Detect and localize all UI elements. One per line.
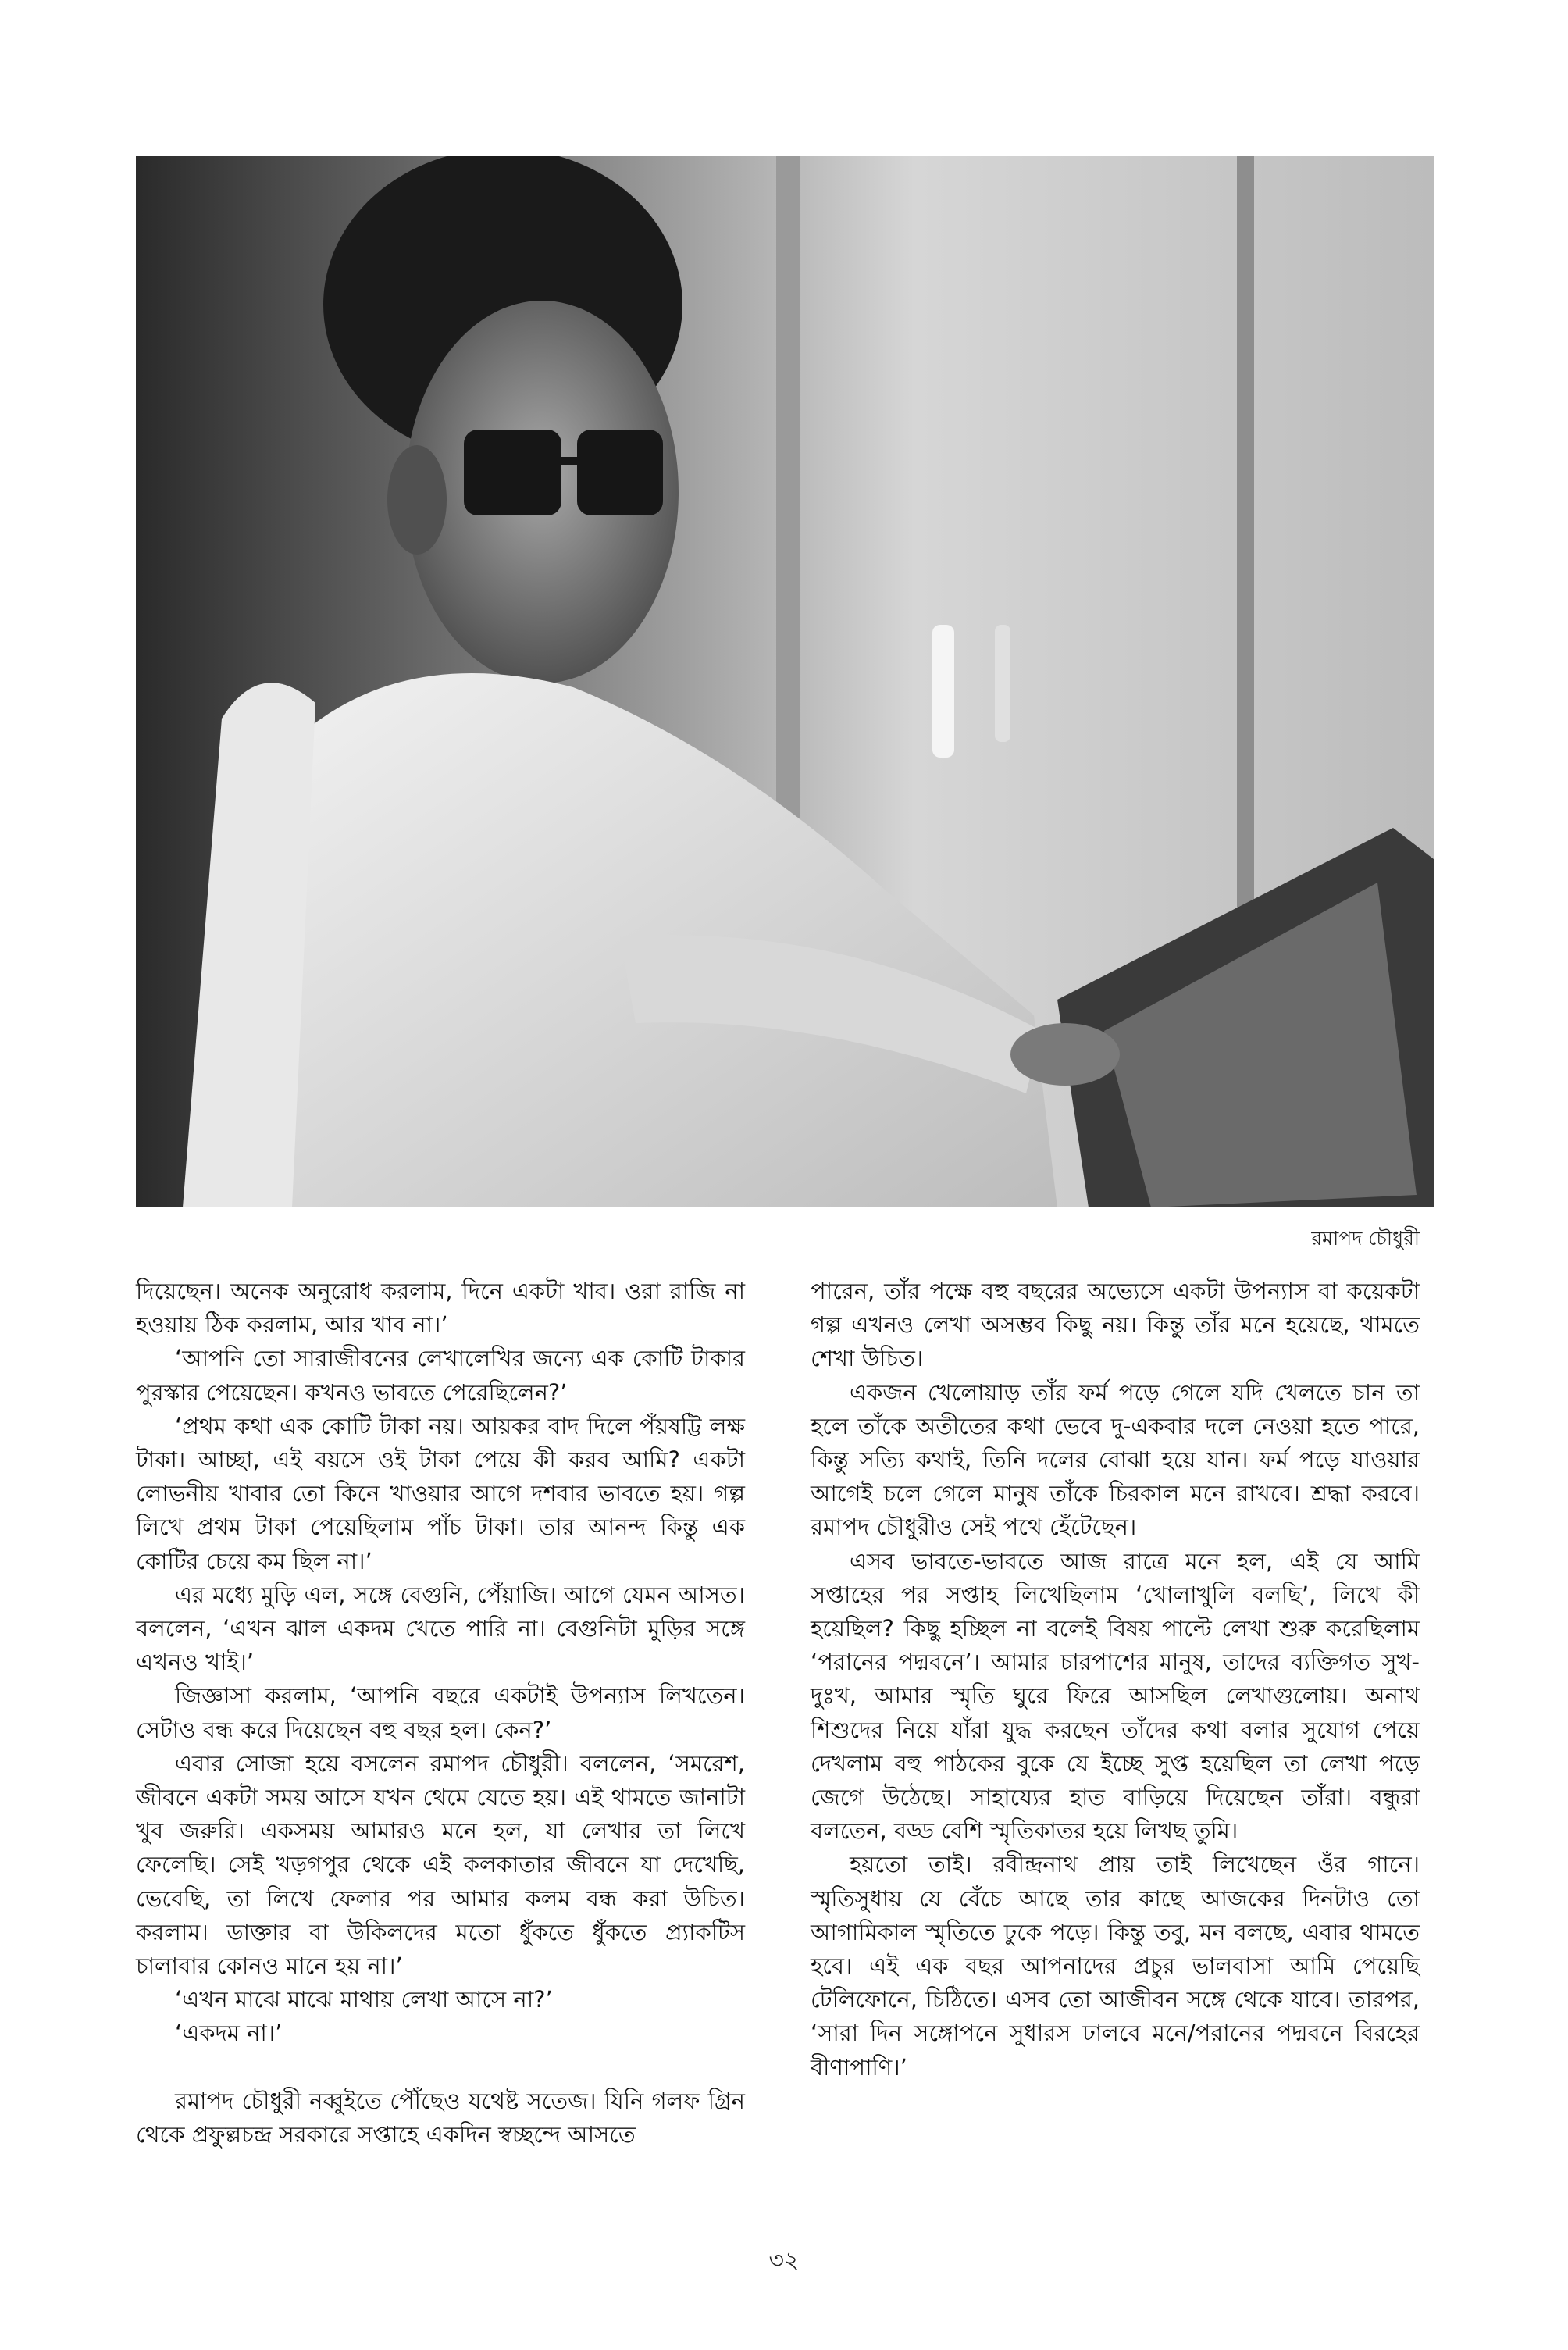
- paragraph: পারেন, তাঁর পক্ষে বহু বছরের অভ্যেসে একটা উপন্যাস বা কয়েকটা গল্প এখনও লেখা অসম্ভব কিছু নয়। কিন্তু তাঁর মনে হয়েছে, থামতে শেখা উচিত।: [811, 1278, 1420, 1372]
- paragraph: ‘একদম না।’: [175, 2020, 283, 2047]
- left-column: [136, 1275, 745, 2152]
- paragraph: জিজ্ঞাসা করলাম, ‘আপনি বছরে একটাই উপন্যাস লিখতেন। সেটাও বন্ধ করে দিয়েছেন বহু বছর হল। কেন?’: [136, 1682, 745, 1743]
- paragraph: একজন খেলোয়াড় তাঁর ফর্ম পড়ে গেলে যদি খেলতে চান তা হলে তাঁকে অতীতের কথা ভেবে দু-একবার দলে নেওয়া হতে পারে, কিন্তু সত্যি কথাই, তিনি দলের বোঝা হয়ে যান। ফর্ম পড়ে যাওয়ার আগেই চলে গেলে মানুষ তাঁকে চিরকাল মনে রাখবে। শ্রদ্ধা করবে। রমাপদ চৌধুরীও সেই পথে হেঁটেছেন।: [811, 1378, 1420, 1541]
- right-column: [811, 1275, 1420, 2084]
- page-number: ৩২: [768, 2247, 800, 2274]
- paragraph: ‘আপনি তো সারাজীবনের লেখালেখির জন্যে এক কোটি টাকার পুরস্কার পেয়েছেন। কখনও ভাবতে পেরেছিলেন?’: [136, 1345, 745, 1406]
- paragraph: এসব ভাবতে-ভাবতে আজ রাত্রে মনে হল, এই যে আমি সপ্তাহের পর সপ্তাহ লিখেছিলাম ‘খোলাখুলি বলছি’, লিখে কী হয়েছিল? কিছু হচ্ছিল না বলেই বিষয় পাল্টে লেখা শুরু করেছিলাম ‘পরানের পদ্মবনে’। আমার চারপাশের মানুষ, তাদের ব্যক্তিগত সুখ-দুঃখ, আমার স্মৃতি ঘুরে ফিরে আসছিল লেখাগুলোয়। অনাথ শিশুদের নিয়ে যাঁরা যুদ্ধ করছেন তাঁদের কথা বলার সুযোগ পেয়ে দেখলাম বহু পাঠকের বুকে যে ইচ্ছে সুপ্ত হয়েছিল তা লেখা পড়ে জেগে উঠেছে। সাহায্যের হাত বাড়িয়ে দিয়েছেন তাঁরা। বন্ধুরা বলতেন, বড্ড বেশি স্মৃতিকাতর হয়ে লিখছ তুমি।: [811, 1547, 1420, 1845]
- photo-caption: রমাপদ চৌধুরী: [1311, 1227, 1420, 1250]
- paragraph: রমাপদ চৌধুরী নব্বুইতে পৌঁছেও যথেষ্ট সতেজ। যিনি গলফ গ্রিন থেকে প্রফুল্লচন্দ্র সরকারে সপ্তাহে একদিন স্বচ্ছন্দে আসতে: [136, 2087, 745, 2148]
- author-photo-illustration: [136, 156, 1434, 1207]
- paragraph: এর মধ্যে মুড়ি এল, সঙ্গে বেগুনি, পেঁয়াজি। আগে যেমন আসত। বললেন, ‘এখন ঝাল একদম খেতে পারি না। বেগুনিটা মুড়ির সঙ্গে এখনও খাই।’: [136, 1581, 745, 1676]
- author-photo: [136, 156, 1434, 1207]
- paragraph: ‘প্রথম কথা এক কোটি টাকা নয়। আয়কর বাদ দিলে পঁয়ষট্টি লক্ষ টাকা। আচ্ছা, এই বয়সে ওই টাকা পেয়ে কী করব আমি? একটা লোভনীয় খাবার তো কিনে খাওয়ার আগে দশবার ভাবতে হয়। গল্প লিখে প্রথম টাকা পেয়েছিলাম পাঁচ টাকা। তার আনন্দ কিন্তু এক কোটির চেয়ে কম ছিল না।’: [136, 1412, 745, 1574]
- paragraph: ‘এখন মাঝে মাঝে মাথায় লেখা আসে না?’: [175, 1986, 553, 2013]
- paragraph: এবার সোজা হয়ে বসলেন রমাপদ চৌধুরী। বললেন, ‘সমরেশ, জীবনে একটা সময় আসে যখন থেমে যেতে হয়। এই থামতে জানাটা খুব জরুরি। একসময় আমারও মনে হল, যা লেখার তা লিখে ফেলেছি। সেই খড়গপুর থেকে এই কলকাতার জীবনে যা দেখেছি, ভেবেছি, তা লিখে ফেলার পর আমার কলম বন্ধ করা উচিত। করলাম। ডাক্তার বা উকিলদের মতো ধুঁকতে ধুঁকতে প্র্যাকটিস চালাবার কোনও মানে হয় না।’: [136, 1749, 745, 1980]
- paragraph: দিয়েছেন। অনেক অনুরোধ করলাম, দিনে একটা খাব। ওরা রাজি না হওয়ায় ঠিক করলাম, আর খাব না।’: [136, 1278, 745, 1339]
- paragraph: হয়তো তাই। রবীন্দ্রনাথ প্রায় তাই লিখেছেন ওঁর গানে। স্মৃতিসুধায় যে বেঁচে আছে তার কাছে আজকের দিনটাও তো আগামিকাল স্মৃতিতে ঢুকে পড়ে। কিন্তু তবু, মন বলছে, এবার থামতে হবে। এই এক বছর আপনাদের প্রচুর ভালবাসা আমি পেয়েছি টেলিফোনে, চিঠিতে। এসব তো আজীবন সঙ্গে থেকে যাবে। তারপর, ‘সারা দিন সঙ্গোপনে সুধারস ঢালবে মনে/পরানের পদ্মবনে বিরহের বীণাপাণি।’: [811, 1851, 1420, 2081]
